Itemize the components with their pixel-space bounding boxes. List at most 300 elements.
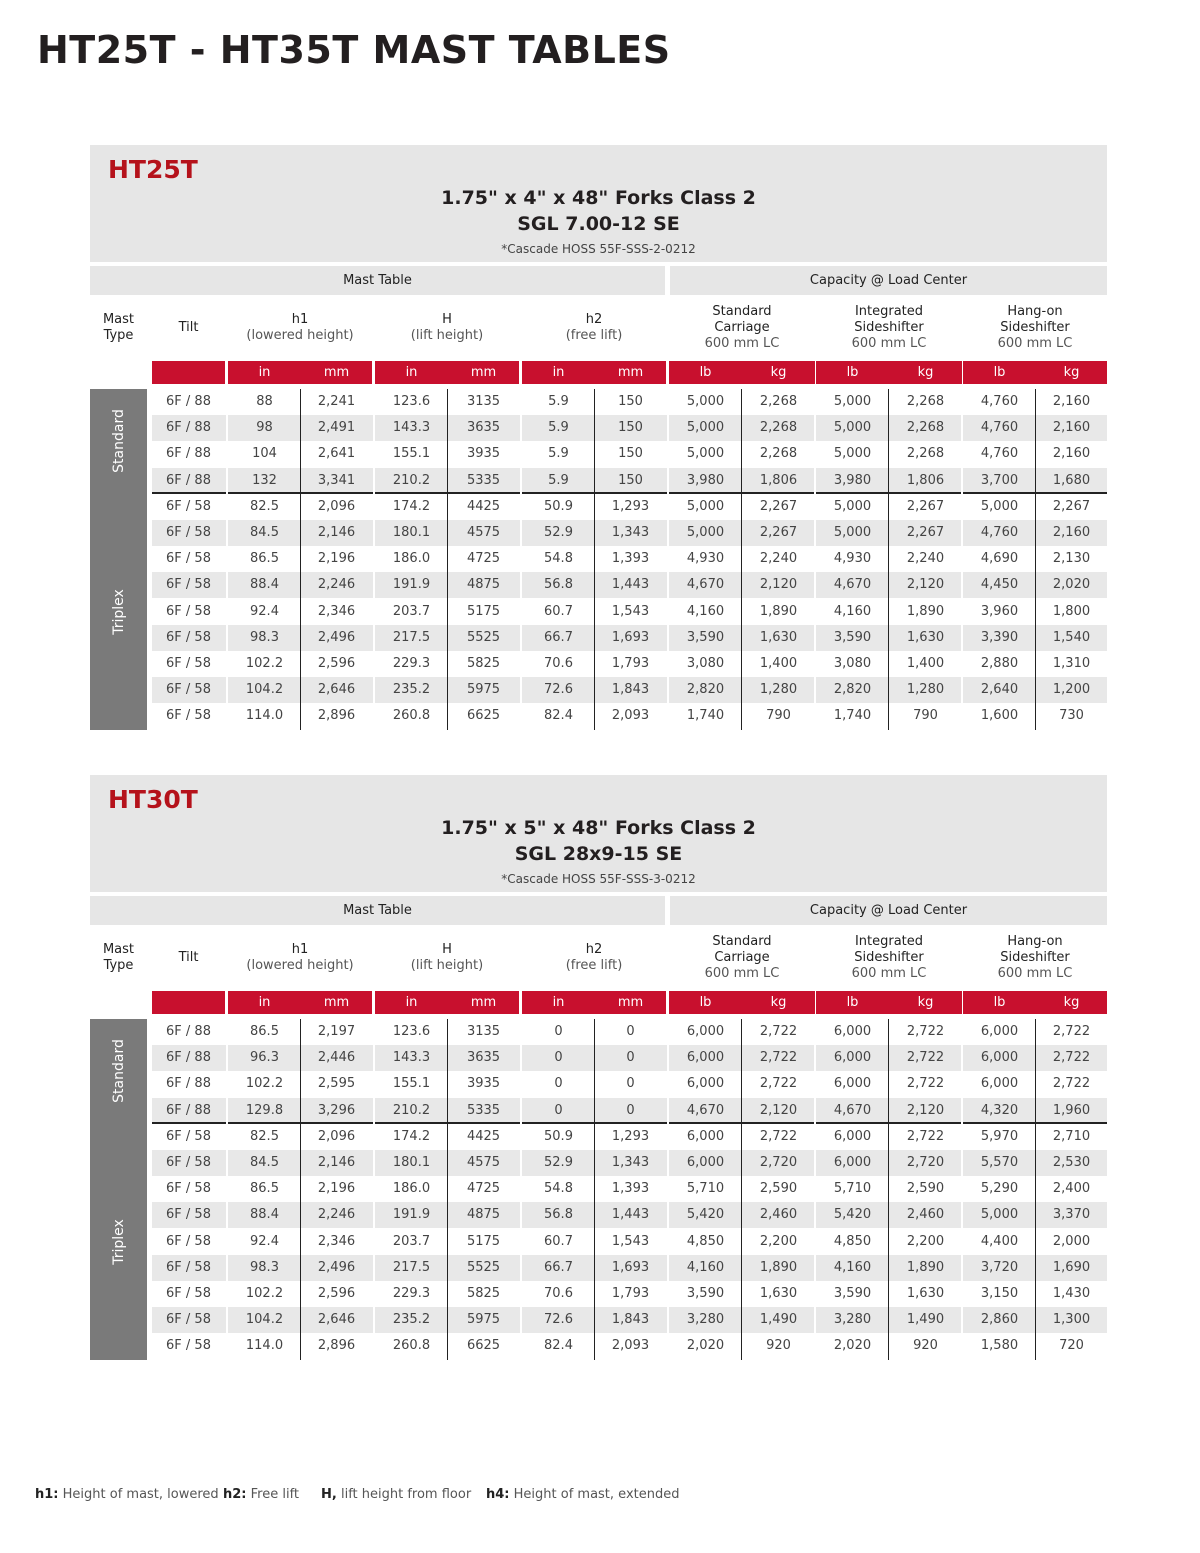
table-cell: 1,890 [759, 1259, 798, 1275]
table-row [152, 468, 1107, 494]
table-cell: 4,670 [833, 1102, 872, 1118]
column-header-line: Hang-on [1007, 304, 1063, 319]
table-cell: 3,590 [833, 629, 872, 645]
table-cell: 4,160 [833, 1259, 872, 1275]
table-cell: 186.0 [392, 1181, 431, 1197]
table-cell: 1,280 [906, 682, 945, 698]
table-cell: 5335 [466, 472, 501, 488]
cascade-note: *Cascade HOSS 55F-SSS-3-0212 [501, 872, 696, 886]
tire-spec: SGL 7.00-12 SE [517, 213, 680, 235]
table-cell: 70.6 [544, 656, 573, 671]
table-cell: 2,720 [906, 1155, 945, 1170]
unit-label: kg [770, 995, 787, 1010]
table-cell: 5,710 [686, 1181, 725, 1197]
column-header-tilt [152, 320, 225, 336]
table-cell: 102.2 [245, 656, 284, 671]
table-cell: 2,820 [833, 682, 872, 698]
table-cell: 6F / 58 [166, 1155, 211, 1170]
footer-legend-item [35, 1487, 219, 1502]
table-cell: 3,280 [686, 1312, 725, 1328]
unit-header-bar [152, 361, 225, 384]
table-cell: 730 [1059, 708, 1084, 724]
table-cell: 4725 [466, 551, 501, 567]
table-row [152, 1176, 1107, 1202]
table-cell: 123.6 [392, 394, 431, 409]
table-cell: 2,268 [906, 394, 945, 409]
table-cell: 2,596 [317, 656, 356, 671]
table-cell: 191.9 [392, 1207, 431, 1223]
table-cell: 98 [256, 420, 273, 436]
table-cell: 0 [554, 1024, 563, 1039]
table-cell: 0 [626, 1102, 635, 1118]
footer-text: lift height from floor [340, 1487, 472, 1502]
table-cell: 6F / 58 [166, 682, 211, 698]
table-cell: 5.9 [548, 420, 569, 436]
table-cell: 4575 [466, 1155, 501, 1170]
unit-label: in [552, 365, 565, 380]
mast-type-text: Standard [110, 409, 127, 474]
table-cell: 104.2 [245, 682, 284, 698]
table-cell: 3935 [466, 446, 501, 462]
unit-divider [447, 389, 448, 730]
column-header-line: H [442, 312, 452, 327]
table-cell: 6,000 [980, 1024, 1019, 1039]
table-row [152, 599, 1107, 625]
table-cell: 5,000 [833, 420, 872, 436]
table-cell: 4,690 [980, 551, 1019, 567]
table-cell: 4575 [466, 525, 501, 540]
table-cell: 54.8 [544, 1181, 573, 1197]
column-header-line: Hang-on [1007, 934, 1063, 949]
table-cell: 2,268 [759, 420, 798, 436]
table-cell: 1,630 [906, 1286, 945, 1301]
table-cell: 3,700 [980, 472, 1019, 488]
footer-key: h4: [486, 1487, 510, 1502]
table-cell: 1,800 [1052, 603, 1091, 619]
table-cell: 6F / 88 [166, 1024, 211, 1039]
table-cell: 143.3 [392, 1050, 431, 1066]
table-cell: 1,543 [611, 603, 650, 619]
table-cell: 235.2 [392, 1312, 431, 1328]
table-cell: 1,443 [611, 1207, 650, 1223]
table-cell: 2,722 [1052, 1024, 1091, 1039]
unit-label: mm [470, 365, 497, 380]
column-header-line: (free lift) [565, 958, 623, 973]
column-header-line: Sideshifter [1000, 320, 1070, 335]
table-cell: 2,120 [906, 577, 945, 593]
table-cell: 5.9 [548, 394, 569, 409]
table-cell: 2,268 [759, 446, 798, 462]
table-cell: 2,267 [906, 525, 945, 540]
table-cell: 0 [626, 1024, 635, 1039]
column-header-line: Type [103, 328, 134, 343]
table-cell: 6,000 [686, 1128, 725, 1144]
column-header-tilt [152, 950, 225, 966]
table-cell: 4,850 [686, 1233, 725, 1249]
table-cell: 2,268 [906, 446, 945, 462]
column-divider [373, 389, 375, 730]
table-cell: 1,630 [906, 629, 945, 645]
table-cell: 4,160 [686, 1259, 725, 1275]
table-cell: 2,530 [1052, 1155, 1091, 1170]
column-header-line: (lowered height) [246, 958, 354, 973]
table-cell: 4,760 [980, 446, 1019, 462]
table-cell: 210.2 [392, 472, 431, 488]
forks-spec: 1.75" x 4" x 48" Forks Class 2 [441, 187, 756, 209]
column-header-line: Sideshifter [1000, 950, 1070, 965]
group-label-capacity: Capacity @ Load Center [670, 896, 1107, 925]
table-cell: 5,000 [686, 420, 725, 436]
table-cell: 52.9 [544, 1155, 573, 1170]
column-divider [814, 1019, 816, 1360]
table-cell: 217.5 [392, 1259, 431, 1275]
cascade-note: *Cascade HOSS 55F-SSS-2-0212 [501, 242, 696, 256]
table-cell: 2,722 [906, 1128, 945, 1144]
column-header-hangon-sideshifter [963, 934, 1107, 982]
table-row [152, 677, 1107, 703]
table-cell: 6F / 58 [166, 1128, 211, 1144]
table-cell: 114.0 [245, 1338, 284, 1354]
table-cell: 4425 [466, 1128, 501, 1144]
table-cell: 4,670 [686, 577, 725, 593]
table-row [152, 441, 1107, 467]
table-cell: 3135 [466, 1024, 501, 1039]
table-cell: 66.7 [544, 1259, 573, 1275]
table-cell: 2,595 [317, 1076, 356, 1092]
table-cell: 129.8 [245, 1102, 284, 1118]
table-cell: 82.5 [250, 1128, 279, 1144]
table-cell: 5975 [466, 682, 501, 698]
table-cell: 3,370 [1052, 1207, 1091, 1223]
table-cell: 2,646 [317, 682, 356, 698]
table-cell: 4875 [466, 577, 501, 593]
table-cell: 86.5 [250, 1024, 279, 1039]
table-cell: 2,722 [906, 1024, 945, 1039]
table-cell: 5,000 [980, 498, 1019, 514]
table-cell: 2,240 [906, 551, 945, 567]
table-row [152, 1281, 1107, 1307]
column-divider [667, 389, 669, 730]
table-cell: 4,400 [980, 1233, 1019, 1249]
table-cell: 6,000 [686, 1050, 725, 1066]
mast-type-label [90, 494, 147, 730]
table-row [152, 546, 1107, 572]
table-cell: 1,693 [611, 1259, 650, 1275]
table-cell: 70.6 [544, 1286, 573, 1301]
table-row [152, 703, 1107, 729]
table-row [152, 651, 1107, 677]
table-row [152, 1019, 1107, 1045]
table-cell: 1,600 [980, 708, 1019, 724]
table-cell: 92.4 [250, 1233, 279, 1249]
table-cell: 1,806 [906, 472, 945, 488]
table-cell: 5,290 [980, 1181, 1019, 1197]
table-cell: 2,446 [317, 1050, 356, 1066]
table-cell: 6F / 58 [166, 1286, 211, 1301]
column-divider [961, 1019, 963, 1360]
table-cell: 0 [626, 1050, 635, 1066]
unit-divider [741, 1019, 742, 1360]
table-cell: 2,646 [317, 1312, 356, 1328]
mast-type-label [90, 1124, 147, 1360]
table-cell: 1,740 [686, 708, 725, 724]
table-cell: 2,346 [317, 1233, 356, 1249]
table-cell: 1,793 [611, 1286, 650, 1301]
column-divider [520, 1019, 522, 1360]
table-cell: 1,890 [906, 1259, 945, 1275]
table-cell: 86.5 [250, 551, 279, 567]
table-cell: 1,293 [611, 1128, 650, 1144]
table-cell: 6,000 [980, 1076, 1019, 1092]
column-header-line: Sideshifter [854, 950, 924, 965]
table-cell: 1,490 [759, 1312, 798, 1328]
table-cell: 82.5 [250, 498, 279, 514]
table-cell: 2,722 [759, 1024, 798, 1039]
table-cell: 229.3 [392, 1286, 431, 1301]
table-cell: 2,246 [317, 577, 356, 593]
table-cell: 155.1 [392, 446, 431, 462]
model-name: HT25T [108, 155, 198, 184]
column-header-free-lift [522, 312, 666, 344]
table-cell: 4725 [466, 1181, 501, 1197]
table-cell: 104 [252, 446, 277, 462]
unit-label: lb [699, 995, 712, 1010]
table-cell: 1,200 [1052, 682, 1091, 698]
column-header-mast-type [90, 312, 147, 344]
footer-legend-item [486, 1487, 679, 1502]
table-cell: 5,420 [686, 1207, 725, 1223]
unit-divider [1035, 389, 1036, 730]
page-title: HT25T - HT35T MAST TABLES [37, 28, 671, 72]
table-cell: 2,346 [317, 603, 356, 619]
column-header-line: 600 mm LC [997, 336, 1073, 351]
table-cell: 191.9 [392, 577, 431, 593]
column-header-line: (lift height) [410, 958, 484, 973]
table-cell: 150 [618, 472, 643, 488]
table-cell: 5,000 [833, 446, 872, 462]
table-cell: 1,343 [611, 1155, 650, 1170]
unit-label: in [552, 995, 565, 1010]
table-cell: 5,570 [980, 1155, 1019, 1170]
table-cell: 1,490 [906, 1312, 945, 1328]
table-cell: 4,760 [980, 525, 1019, 540]
table-cell: 6F / 58 [166, 656, 211, 671]
table-cell: 6F / 88 [166, 394, 211, 409]
table-cell: 6,000 [833, 1050, 872, 1066]
column-header-line: Standard [712, 304, 772, 319]
table-cell: 2,860 [980, 1312, 1019, 1328]
unit-label: kg [1063, 365, 1080, 380]
tire-spec: SGL 28x9-15 SE [514, 843, 683, 865]
table-cell: 2,267 [759, 498, 798, 514]
table-cell: 1,693 [611, 629, 650, 645]
column-header-lift-height [375, 312, 519, 344]
table-cell: 3,296 [317, 1102, 356, 1118]
table-cell: 5525 [466, 1259, 501, 1275]
table-row [152, 1229, 1107, 1255]
table-cell: 6F / 88 [166, 1102, 211, 1118]
table-cell: 2,896 [317, 1338, 356, 1354]
table-cell: 2,160 [1052, 525, 1091, 540]
table-cell: 54.8 [544, 551, 573, 567]
table-cell: 88.4 [250, 1207, 279, 1223]
table-cell: 2,000 [1052, 1233, 1091, 1249]
mast-type-label [90, 389, 147, 494]
table-cell: 6F / 88 [166, 1050, 211, 1066]
table-cell: 2,197 [317, 1024, 356, 1039]
table-cell: 1,843 [611, 682, 650, 698]
table-cell: 4,160 [833, 603, 872, 619]
table-cell: 186.0 [392, 551, 431, 567]
table-cell: 6F / 58 [166, 1181, 211, 1197]
table-cell: 104.2 [245, 1312, 284, 1328]
unit-divider [447, 1019, 448, 1360]
table-cell: 1,690 [1052, 1259, 1091, 1275]
table-cell: 2,460 [759, 1207, 798, 1223]
table-cell: 2,820 [686, 682, 725, 698]
table-cell: 5175 [466, 1233, 501, 1249]
table-cell: 2,710 [1052, 1128, 1091, 1144]
column-header-line: 600 mm LC [704, 336, 780, 351]
table-row [152, 1333, 1107, 1359]
table-cell: 1,543 [611, 1233, 650, 1249]
table-cell: 2,160 [1052, 446, 1091, 462]
table-cell: 5,420 [833, 1207, 872, 1223]
column-header-line: Mast [102, 942, 135, 957]
column-header-line: H [442, 942, 452, 957]
table-cell: 6F / 58 [166, 1312, 211, 1328]
table-cell: 150 [618, 420, 643, 436]
table-cell: 2,020 [1052, 577, 1091, 593]
table-cell: 1,540 [1052, 629, 1091, 645]
table-cell: 2,640 [980, 682, 1019, 698]
column-divider [226, 389, 228, 730]
table-cell: 2,496 [317, 1259, 356, 1275]
table-cell: 920 [913, 1338, 938, 1354]
table-cell: 6F / 58 [166, 551, 211, 567]
table-cell: 260.8 [392, 708, 431, 724]
table-cell: 180.1 [392, 525, 431, 540]
table-cell: 920 [766, 1338, 791, 1354]
table-cell: 2,196 [317, 1181, 356, 1197]
table-cell: 1,740 [833, 708, 872, 724]
column-divider [226, 1019, 228, 1360]
column-header-line: 600 mm LC [997, 966, 1073, 981]
table-cell: 2,596 [317, 1286, 356, 1301]
table-cell: 56.8 [544, 1207, 573, 1223]
footer-key: h1: [35, 1487, 59, 1502]
table-cell: 3,590 [686, 629, 725, 645]
table-cell: 3,280 [833, 1312, 872, 1328]
table-cell: 82.4 [544, 1338, 573, 1354]
table-cell: 5335 [466, 1102, 501, 1118]
column-header-line: Tilt [178, 320, 199, 335]
column-divider [961, 389, 963, 730]
table-cell: 5,000 [833, 394, 872, 409]
table-cell: 1,890 [759, 603, 798, 619]
table-cell: 6F / 88 [166, 472, 211, 488]
table-cell: 2,491 [317, 420, 356, 436]
unit-divider [888, 389, 889, 730]
table-cell: 2,200 [759, 1233, 798, 1249]
unit-label: lb [699, 365, 712, 380]
table-cell: 235.2 [392, 682, 431, 698]
table-cell: 98.3 [250, 1259, 279, 1275]
table-cell: 2,720 [759, 1155, 798, 1170]
table-cell: 6625 [466, 1338, 501, 1354]
table-cell: 2,896 [317, 708, 356, 724]
group-label-capacity: Capacity @ Load Center [670, 266, 1107, 295]
table-cell: 2,400 [1052, 1181, 1091, 1197]
table-cell: 82.4 [544, 708, 573, 724]
table-cell: 6F / 58 [166, 629, 211, 645]
table-cell: 5825 [466, 656, 501, 671]
table-cell: 3,980 [833, 472, 872, 488]
table-cell: 2,196 [317, 551, 356, 567]
table-cell: 1,580 [980, 1338, 1019, 1354]
group-label-mast-table: Mast Table [90, 266, 665, 295]
column-header-line: 600 mm LC [704, 966, 780, 981]
table-row [152, 1255, 1107, 1281]
column-header-line: Carriage [714, 320, 770, 335]
unit-divider [594, 389, 595, 730]
table-cell: 2,240 [759, 551, 798, 567]
section-header [90, 145, 1107, 262]
table-cell: 2,722 [759, 1076, 798, 1092]
table-cell: 5,000 [833, 525, 872, 540]
table-cell: 2,120 [759, 1102, 798, 1118]
footer-key: h2: [223, 1487, 247, 1502]
unit-label: kg [917, 995, 934, 1010]
table-cell: 2,093 [611, 708, 650, 724]
mast-type-text: Standard [110, 1039, 127, 1104]
unit-label: kg [1063, 995, 1080, 1010]
table-cell: 0 [554, 1076, 563, 1092]
table-cell: 2,160 [1052, 420, 1091, 436]
table-cell: 3,080 [686, 656, 725, 671]
table-cell: 2,590 [906, 1181, 945, 1197]
table-row [152, 1071, 1107, 1097]
table-cell: 3,590 [833, 1286, 872, 1301]
column-header-line: h1 [291, 942, 309, 957]
table-cell: 6,000 [833, 1024, 872, 1039]
table-cell: 5,000 [980, 1207, 1019, 1223]
table-cell: 123.6 [392, 1024, 431, 1039]
column-header-line: Sideshifter [854, 320, 924, 335]
table-cell: 2,722 [759, 1128, 798, 1144]
table-cell: 1,393 [611, 1181, 650, 1197]
column-header-h1 [228, 312, 372, 344]
unit-divider [594, 1019, 595, 1360]
column-header-standard-carriage [669, 304, 815, 352]
table-cell: 2,246 [317, 1207, 356, 1223]
table-cell: 0 [554, 1050, 563, 1066]
mast-type-text: Triplex [110, 1218, 127, 1265]
table-cell: 5.9 [548, 472, 569, 488]
table-cell: 3,150 [980, 1286, 1019, 1301]
table-cell: 1,630 [759, 629, 798, 645]
table-row [152, 1307, 1107, 1333]
table-cell: 1,393 [611, 551, 650, 567]
unit-label: lb [993, 995, 1006, 1010]
table-cell: 1,430 [1052, 1286, 1091, 1301]
table-cell: 4,670 [833, 577, 872, 593]
table-cell: 3,390 [980, 629, 1019, 645]
table-cell: 1,960 [1052, 1102, 1091, 1118]
unit-label: in [405, 365, 418, 380]
table-row [152, 1124, 1107, 1150]
unit-divider [888, 1019, 889, 1360]
